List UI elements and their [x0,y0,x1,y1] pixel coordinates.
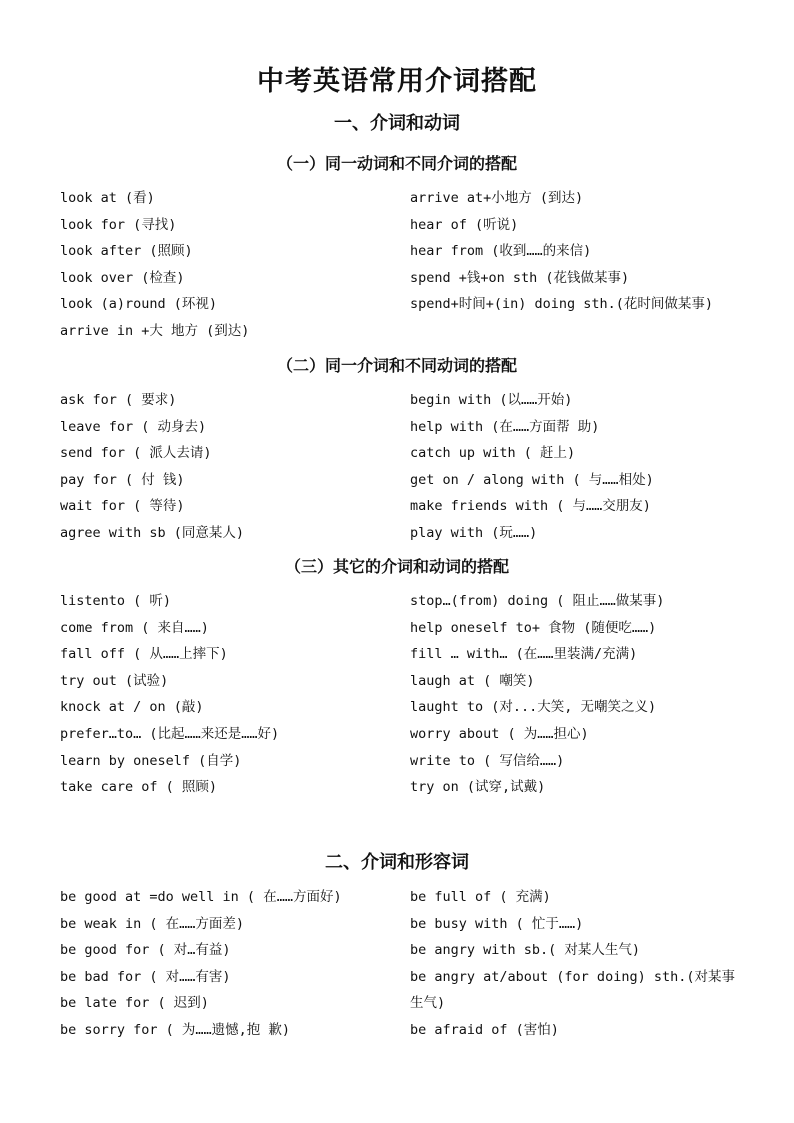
phrase-item: laught to (对...大笑, 无嘲笑之义) [410,699,657,716]
phrase-item: look (a)round (环视) [60,296,218,313]
phrase-item: fall off ( 从……上摔下) [60,646,228,663]
subsection-heading-1: （一）同一动词和不同介词的搭配 [276,154,517,173]
phrase-item: hear of (听说) [410,216,519,233]
phrase-item: catch up with ( 赶上) [410,445,576,462]
phrase-item: look for (寻找) [60,216,177,233]
phrase-item: come from ( 来自……) [60,619,209,636]
phrase-item: make friends with ( 与……交朋友) [410,498,651,515]
phrase-list-3 [60,588,760,801]
phrase-item: be busy with ( 忙于……) [410,915,584,932]
phrase-item: prefer…to… (比起……来还是……好) [60,725,280,742]
phrase-item: look over (检查) [60,269,185,286]
phrase-item: pay for ( 付 钱) [60,471,185,488]
phrase-item: try on (试穿,试戴) [410,779,546,796]
phrase-item: ask for ( 要求) [60,392,177,408]
phrase-item: be full of ( 充满) [410,889,551,905]
phrase-item: arrive at+小地方 (到达) [410,190,584,206]
phrase-item: be bad for ( 对……有害) [60,968,231,985]
phrase-list-1 [60,185,760,345]
phrase-item: be good for ( 对…有益) [60,942,231,959]
phrase-item: agree with sb (同意某人) [60,524,245,541]
phrase-item: stop…(from) doing ( 阻止……做某事) [410,593,665,609]
phrase-item: be afraid of (害怕) [410,1021,559,1038]
phrase-item: look at (看) [60,190,155,206]
phrase-item: be weak in ( 在……方面差) [60,915,245,932]
phrase-item: be sorry for ( 为……遗憾,抱 歉) [60,1021,291,1038]
phrase-item: try out (试验) [60,672,169,689]
phrase-item: listento ( 听) [60,593,172,609]
phrase-item: worry about ( 为……担心) [410,725,589,742]
page-title: 中考英语常用介词搭配 [257,66,537,97]
phrase-item: help oneself to+ 食物 (随便吃……) [410,619,657,636]
subsection-heading-2: （二）同一介词和不同动词的搭配 [276,356,517,375]
section-heading-adjectives: 二、介词和形容词 [325,852,469,873]
phrase-item: arrive in +大 地方 (到达) [60,322,250,339]
phrase-item: be angry at/about (for doing) sth.(对某事生气) [410,968,735,1011]
phrase-item: hear from (收到……的来信) [410,243,592,260]
phrase-list-2 [60,387,760,547]
phrase-item: learn by oneself (自学) [60,752,242,769]
phrase-item: knock at / on (敲) [60,699,204,716]
phrase-item: write to ( 写信给……) [410,752,565,769]
subsection-heading-3: （三）其它的介词和动词的搭配 [284,557,509,576]
phrase-item: look after (照顾) [60,243,193,260]
phrase-item: be good at =do well in ( 在……方面好) [60,889,342,905]
phrase-item: take care of ( 照顾) [60,779,218,796]
phrase-item: laugh at ( 嘲笑) [410,672,535,689]
phrase-item: wait for ( 等待) [60,498,185,515]
phrase-item: get on / along with ( 与……相处) [410,471,654,488]
phrase-item: be late for ( 迟到) [60,995,209,1012]
phrase-item: fill … with… (在……里装满/充满) [410,646,638,663]
phrase-item: spend+时间+(in) doing sth.(花时间做某事) [410,296,714,313]
phrase-item: begin with (以……开始) [410,392,573,408]
phrase-list-4 [60,884,760,1044]
phrase-item: help with (在……方面帮 助) [410,418,600,435]
phrase-item: spend +钱+on sth (花钱做某事) [410,269,630,286]
phrase-item: be angry with sb.( 对某人生气) [410,942,641,959]
section-heading-verbs: 一、介词和动词 [334,113,460,134]
phrase-item: play with (玩……) [410,524,538,541]
phrase-item: leave for ( 动身去) [60,418,207,435]
phrase-item: send for ( 派人去请) [60,445,212,462]
